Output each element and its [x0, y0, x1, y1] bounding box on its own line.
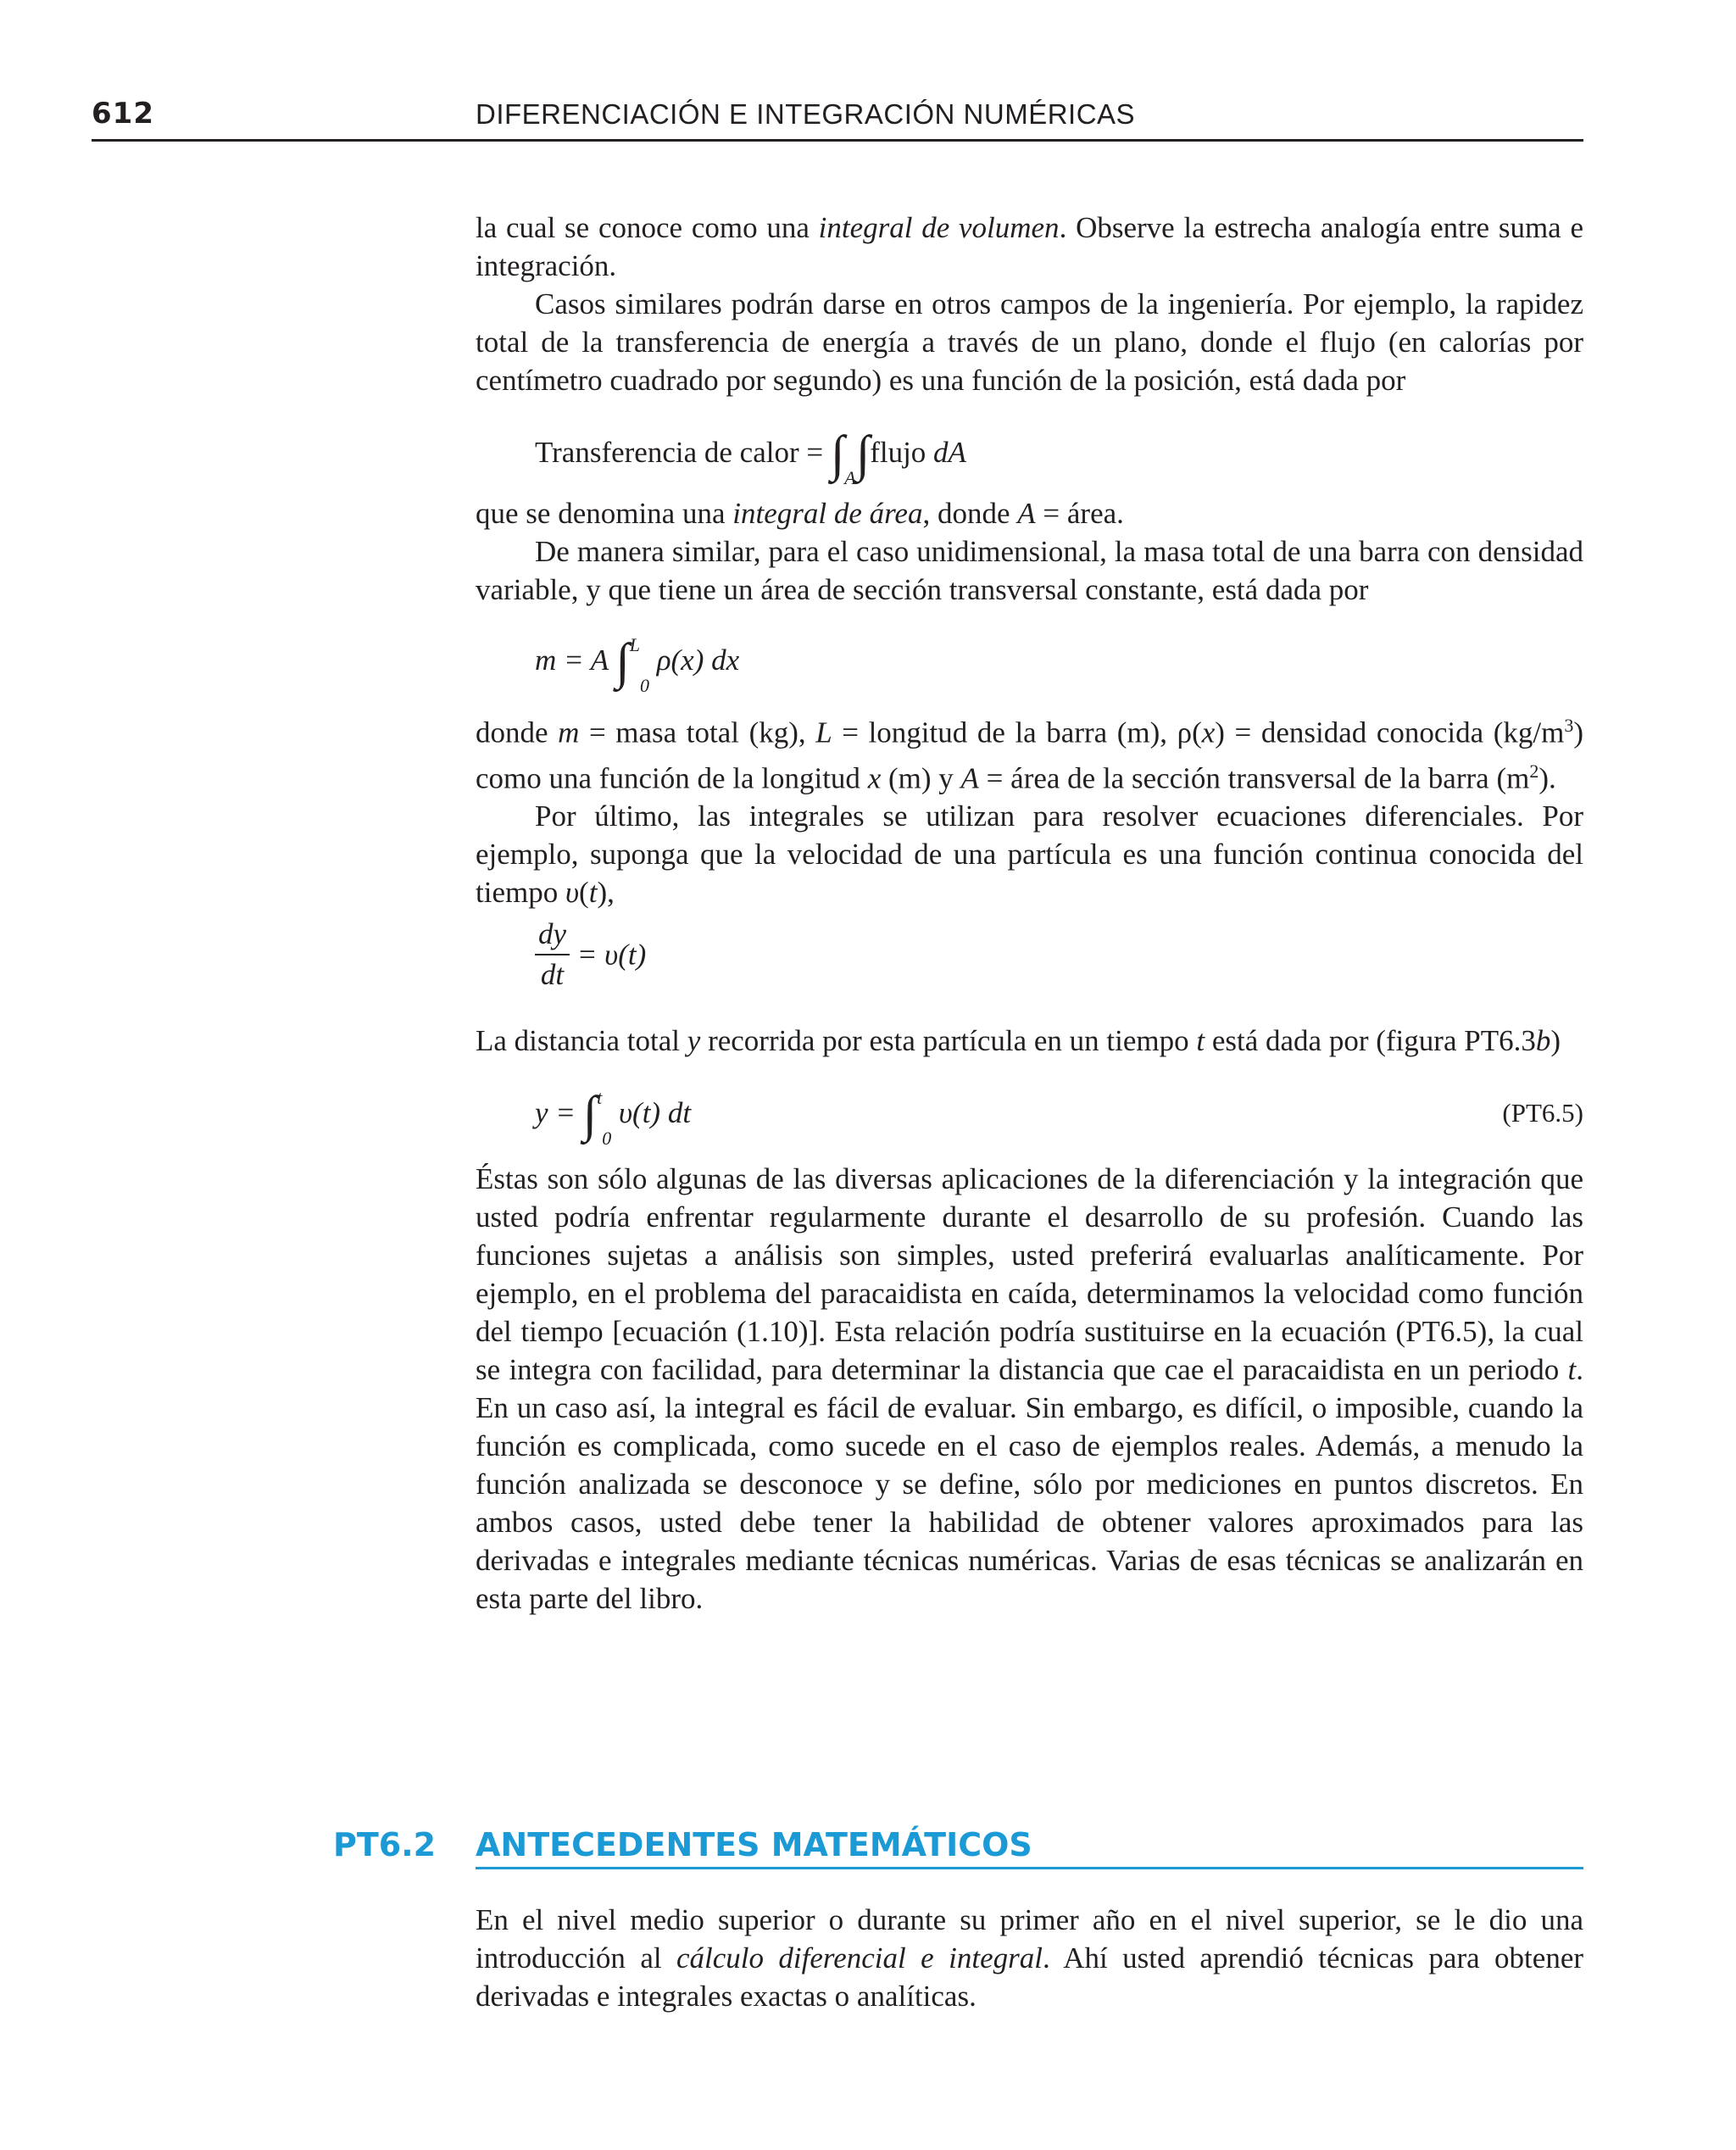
text-run: , donde: [922, 497, 1018, 530]
term-calculus: cálculo diferencial e integral: [676, 1941, 1043, 1975]
text-run: (: [579, 876, 589, 910]
text-run: = masa total (kg),: [579, 716, 816, 749]
text-run: . Ahí usted aprendió técnicas para obtener derivadas e integrales exactas o analíticas.: [476, 1941, 1584, 2013]
superscript: 2: [1529, 760, 1539, 782]
lower-limit: 0: [639, 675, 649, 696]
lower-limit: 0: [602, 1128, 612, 1150]
paragraph-heat-transfer: Casos similares podrán darse en otros campos de la ingeniería. Por ejemplo, la rapidez total de la transferencia de energía a través de un plano, donde el flujo (en calorías por centímetro cuadrado por segundo) es una función de la posición, está dada por: [476, 287, 1583, 397]
variable: L: [815, 716, 832, 749]
derivative-fraction: [535, 915, 570, 994]
variable: υ: [565, 876, 580, 910]
integral-domain: A: [844, 467, 856, 488]
text-run: La distancia total: [476, 1024, 687, 1058]
variable: A: [960, 761, 979, 795]
text-run: ).: [1538, 761, 1556, 795]
equation-lhs: Transferencia de calor =: [535, 436, 824, 469]
section-title: ANTECEDENTES MATEMÁTICOS: [476, 1826, 1583, 1869]
text-run: = área de la sección transversal de la barra (m: [978, 761, 1530, 795]
equation-number: (PT6.5): [1502, 1098, 1583, 1128]
section-text: [476, 1901, 1583, 2015]
text-run: = área.: [1035, 497, 1124, 530]
integrand: ρ(x) dx: [648, 643, 740, 677]
variable: x: [1201, 716, 1216, 749]
page-header: [92, 95, 1583, 142]
integrand: flujo: [870, 436, 934, 469]
fraction-denominator: dt: [540, 958, 565, 992]
running-head: DIFERENCIACIÓN E INTEGRACIÓN NUMÉRICAS: [476, 98, 1136, 130]
page-number: 612: [92, 97, 154, 131]
text-run: está dada por (figura PT6.3: [1205, 1024, 1536, 1058]
variable: t: [1196, 1024, 1205, 1058]
text-run: la cual se conoce como una: [476, 211, 819, 244]
variable: t: [588, 876, 598, 910]
text-run: donde: [476, 716, 559, 749]
integral-sign: ∫: [615, 633, 630, 689]
term-area-integral: integral de área: [732, 497, 923, 530]
superscript: 3: [1564, 715, 1574, 736]
paragraph-applications: [476, 1160, 1583, 1618]
text-run: Por último, las integrales se utilizan para resolver ecuaciones diferenciales. Por ejemplo, suponga que la velocidad de una partícula es una función continua conocida del tiempo: [476, 799, 1583, 910]
paragraph-mass-definitions: [476, 706, 1583, 797]
text-run: ): [1550, 1024, 1561, 1058]
paragraph-mass-bar: De manera similar, para el caso unidimensional, la masa total de una barra con densidad variable, y que tiene un área de sección transversal constante, está dada por: [476, 535, 1583, 606]
paragraph-calculus-intro: [476, 1901, 1583, 2015]
integrand: υ(t) dt: [611, 1096, 692, 1130]
variable: A: [1017, 497, 1036, 530]
text-run: . Observe la estrecha analogía entre suma e integración.: [476, 211, 1584, 282]
fraction-numerator: dy: [535, 915, 570, 955]
equation-mass: [476, 633, 1583, 696]
equation-pt6-5: [476, 1086, 1583, 1150]
text-run: (m) y: [881, 761, 961, 795]
text-run: ) = densidad conocida (kg/m: [1215, 716, 1565, 749]
paragraph-volume-integral: [476, 209, 1583, 285]
text-run: En el nivel medio superior o durante su primer año en el nivel superior, se le dio una introducción al: [476, 1903, 1583, 1975]
variable: m: [558, 716, 580, 749]
main-text: [476, 209, 1583, 1618]
equation-rhs: = υ(t): [570, 938, 647, 972]
text-run: Éstas son sólo algunas de las diversas aplicaciones de la diferenciación y la integración que usted podría enfrentar regularmente durante el desarrollo de su profesión. Cuando las funciones sujetas a análisis son simples, usted preferirá evaluarlas analíticamente. Por ejemplo, en el problema del paracaidista en caída, determinamos la velocidad como función del tiempo [ecuación (1.10)]. Esta relación podría sustituirse en la ecuación (PT6.5), la cual se integra con facilidad, para determinar la distancia que cae el paracaidista en un periodo: [476, 1162, 1583, 1387]
paragraph-total-distance: [476, 1022, 1583, 1060]
variable: b: [1535, 1024, 1551, 1058]
integral-sign: ∫: [582, 1086, 598, 1143]
text-run: recorrida por esta partícula en un tiempo: [700, 1024, 1197, 1058]
equation-lhs: y =: [535, 1096, 583, 1130]
equation-heat-transfer: [476, 426, 1583, 488]
text-run: ),: [597, 876, 615, 910]
variable: y: [687, 1024, 701, 1058]
equation-lhs: m = A: [535, 643, 616, 677]
paragraph-area-integral: [476, 494, 1583, 532]
integral-sign: ∫: [855, 426, 871, 482]
section-heading: [333, 1826, 1583, 1870]
equation-velocity: [476, 915, 1583, 996]
integral-sign: ∫: [830, 426, 845, 482]
paragraph-differential-equations: [476, 797, 1583, 911]
section-number: PT6.2: [333, 1826, 437, 1863]
text-run: que se denomina una: [476, 497, 733, 530]
variable: t: [1567, 1353, 1577, 1387]
variable: x: [867, 761, 882, 795]
text-run: ) como una función de la longitud: [476, 716, 1583, 795]
term-volume-integral: integral de volumen: [818, 211, 1060, 244]
differential: dA: [933, 436, 966, 469]
upper-limit: L: [629, 634, 640, 655]
upper-limit: t: [597, 1087, 603, 1109]
text-run: . En un caso así, la integral es fácil de evaluar. Sin embargo, es difícil, o imposible, cuando la función es complicada, como sucede en el caso de ejemplos reales. Además, a menudo la función analizada se desconoce y se define, sólo por mediciones en puntos discretos. En ambos casos, usted debe tener la habilidad de obtener valores aproximados para las derivadas e integrales mediante técnicas numéricas. Varias de esas técnicas se analizarán en esta parte del libro.: [476, 1353, 1583, 1616]
text-run: = longitud de la barra (m), ρ(: [832, 716, 1202, 749]
